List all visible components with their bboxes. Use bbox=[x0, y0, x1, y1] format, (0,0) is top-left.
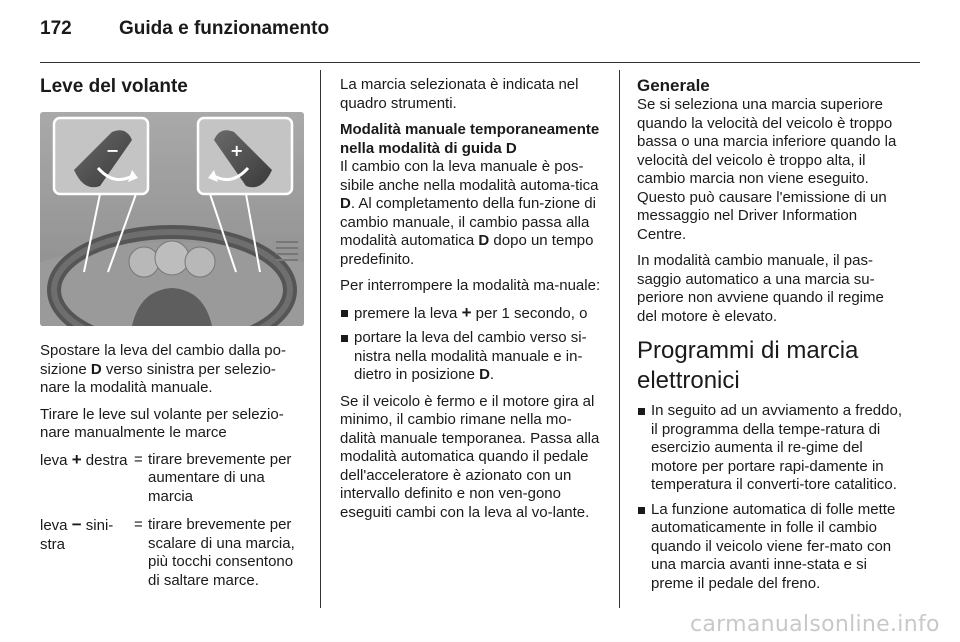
minus-label: − bbox=[106, 141, 120, 160]
text: . Al completamento della fun-zione di cambio manuale, il cambio passa alla modalità automatica bbox=[340, 195, 596, 249]
paragraph-interrupt: Per interrompere la modalità ma-nuale: bbox=[340, 277, 601, 294]
text: Il cambio con la leva manuale è pos-sibile anche nella modalità automa-tica bbox=[340, 158, 599, 194]
text: portare la leva del cambio verso si-nistra nella modalità manuale e in-dietro in posizione bbox=[354, 329, 587, 383]
paragraph-general: Se si seleziona una marcia superiore quando la velocità del veicolo è troppo bassa o una marcia inferiore quando la velocità del veicolo è troppo alta, il cambio marcia non viene eseguito. Questo può causare l'emissione di un messaggio nel Driver Information Centre. bbox=[637, 96, 897, 243]
list-item bbox=[340, 329, 604, 385]
column-1 bbox=[40, 76, 304, 600]
text: leva bbox=[40, 517, 72, 534]
section-title: Leve del volante bbox=[40, 76, 188, 97]
bold-text: D bbox=[340, 195, 351, 212]
interrupt-list bbox=[340, 304, 604, 385]
column-3 bbox=[637, 76, 903, 601]
definition-text: tirare brevemente per scalare di una marcia, più tocchi consentono di saltare marce. bbox=[148, 516, 295, 589]
definition-term bbox=[40, 451, 134, 507]
equals-sign: = bbox=[134, 516, 143, 533]
column-divider-1 bbox=[320, 70, 321, 608]
text: Spostare la leva del cambio dalla po-sizione bbox=[40, 342, 286, 378]
page-number: 172 bbox=[40, 18, 72, 39]
paragraph-high-rpm: In modalità cambio manuale, il pas-saggio automatico a una marcia su-periore non avviene quando il regime del motore è elevato. bbox=[637, 252, 884, 325]
page-title: Guida e funzionamento bbox=[119, 18, 330, 39]
text: . bbox=[489, 366, 495, 383]
list-item bbox=[340, 304, 604, 324]
bold-text: D bbox=[478, 232, 490, 249]
paragraph-idle: Se il veicolo è fermo e il motore gira al minimo, il cambio rimane nella mo-dalità manuale temporanea. Passa alla modalità automatica quando il pedale dell'acceleratore è azionato con un intervallo definito e non ven-gono eseguiti cambi con la leva al vo-lante. bbox=[340, 392, 600, 521]
minus-icon: − bbox=[71, 515, 82, 534]
definition-text: tirare brevemente per aumentare di una marcia bbox=[148, 450, 292, 505]
subheading-temporary-manual: Modalità manuale temporaneamente nella modalità di guida D bbox=[340, 121, 600, 157]
text: premere la leva bbox=[354, 304, 462, 322]
paddle-definitions bbox=[40, 451, 304, 591]
column-2 bbox=[340, 76, 604, 530]
column-divider-2 bbox=[619, 70, 620, 608]
bold-text: D bbox=[479, 366, 490, 383]
bold-text: D bbox=[90, 360, 102, 378]
paragraph-gear-display: La marcia selezionata è indicata nel quadro strumenti. bbox=[340, 76, 579, 112]
subheading-general: Generale bbox=[637, 76, 710, 95]
equals-sign: = bbox=[134, 450, 143, 468]
watermark: carmanualsonline.info bbox=[690, 612, 940, 637]
definition-row-minus bbox=[40, 516, 304, 590]
list-item: La funzione automatica di folle mette automaticamente in folle il cambio quando il veicolo viene fer-mato con una marcia avanti inne-stata e si preme il pedale del freno. bbox=[637, 501, 903, 594]
page-header bbox=[40, 18, 920, 50]
definition-row-plus bbox=[40, 451, 304, 507]
programs-list bbox=[637, 402, 903, 593]
header-rule bbox=[40, 62, 920, 63]
text: verso sinistra per selezio-nare la modalità manuale. bbox=[40, 360, 276, 396]
text: leva bbox=[40, 451, 72, 469]
plus-label: + bbox=[230, 141, 244, 160]
steering-paddles-figure bbox=[40, 112, 304, 326]
definition-term bbox=[40, 516, 134, 590]
text: dopo un tempo predefinito. bbox=[340, 232, 594, 268]
paragraph-temporary-manual bbox=[340, 158, 604, 269]
text: sini-stra bbox=[40, 517, 114, 553]
steering-wheel-illustration bbox=[40, 112, 304, 326]
plus-icon: + bbox=[461, 302, 472, 322]
paragraph-pull-paddles: Tirare le leve sul volante per selezio-nare manualmente le marce bbox=[40, 405, 284, 441]
text: per 1 secondo, o bbox=[471, 304, 588, 322]
plus-icon: + bbox=[71, 449, 82, 469]
text: destra bbox=[81, 451, 128, 469]
list-item: In seguito ad un avviamento a freddo, il programma della tempe-ratura di esercizio aumenta il re-gime del motore per portare rapi-damente in temperatura il converti-tore catalitico. bbox=[637, 402, 903, 495]
paragraph-select-manual bbox=[40, 342, 304, 398]
chapter-title: Programmi di marcia elettronici bbox=[637, 337, 859, 394]
